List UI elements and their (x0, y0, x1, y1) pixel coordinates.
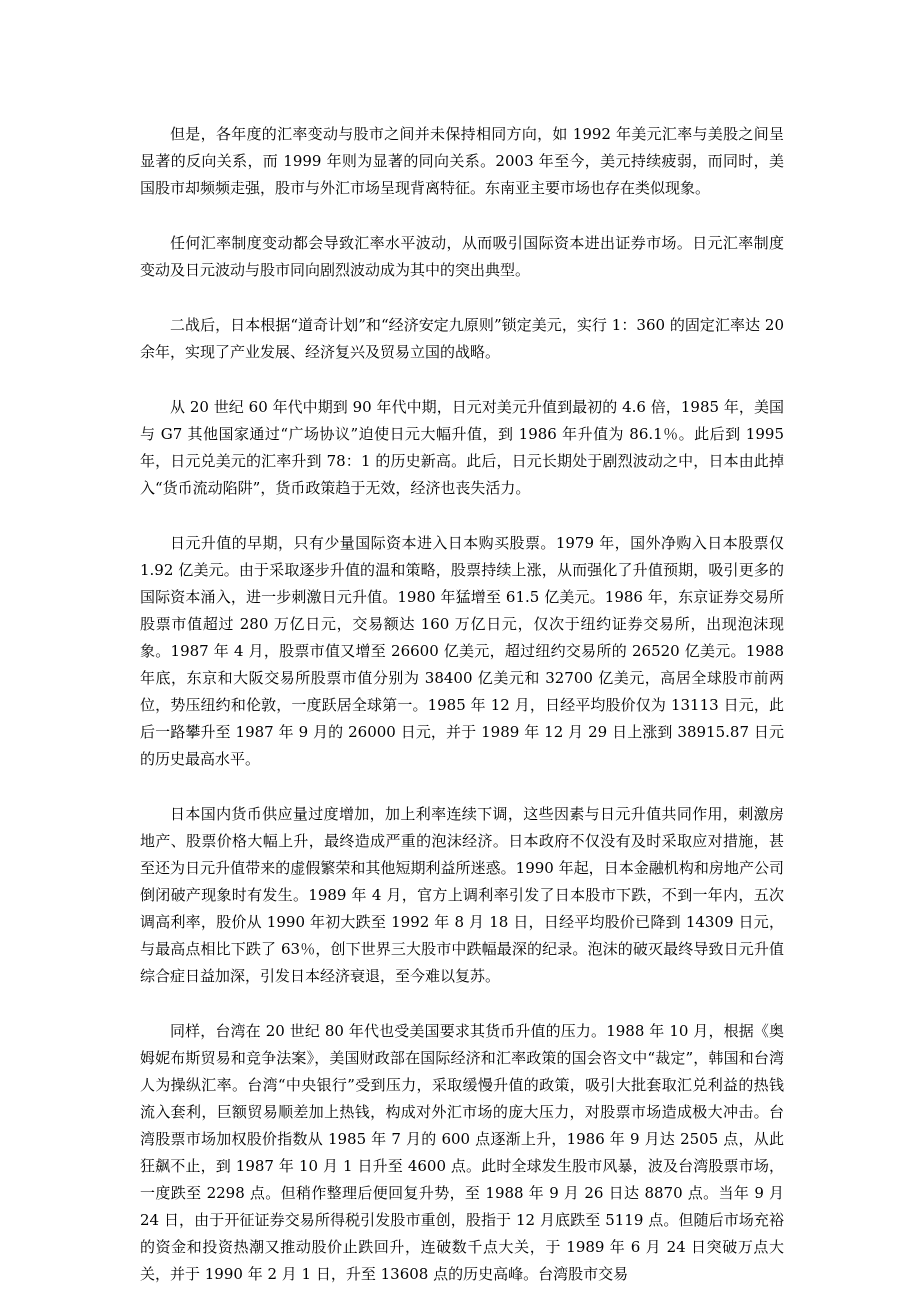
paragraph-exchange-rate-stock-divergence: 但是，各年度的汇率变动与股市之间并未保持相同方向，如 1992 年美元汇率与美股之间呈显著的反向关系，而 1999 年则为显著的同向关系。2003 年至今，美元持续疲弱，而同时，美国股市却频频走强，股市与外汇市场呈现背离特征。东南亚主要市场也存在类似现象。 (140, 125, 784, 197)
document-body (140, 121, 784, 1316)
paragraph-regime-change-volatility: 任何汇率制度变动都会导致汇率水平波动，从而吸引国际资本进出证券市场。日元汇率制度变动及日元波动与股市同向剧烈波动成为其中的突出典型。 (140, 234, 784, 279)
paragraph-bubble-economy: 日本国内货币供应量过度增加，加上利率连续下调，这些因素与日元升值共同作用，刺激房地产、股票价格大幅上升，最终造成严重的泡沫经济。日本政府不仅没有及时采取应对措施，甚至还为日元升值带来的虚假繁荣和其他短期利益所迷惑。1990 年起，日本金融机构和房地产公司倒闭破产现象时有发生。1989 年 4 月，官方上调利率引发了日本股市下跌，不到一年内，五次调高利率，股价从 1990 年初大跌至 1992 年 8 月 18 日，日经平均股价已降到 14309 日元，与最高点相比下跌了 63％，创下世界三大股市中跌幅最深的纪录。泡沫的破灭最终导致日元升值综合症日益加深，引发日本经济衰退，至今难以复苏。 (140, 805, 784, 985)
paragraph-early-capital-inflow: 日元升值的早期，只有少量国际资本进入日本购买股票。1979 年，国外净购入日本股票仅 1.92 亿美元。由于采取逐步升值的温和策略，股票持续上涨，从而强化了升值预期，吸引更多的国际资本涌入，进一步刺激日元升值。1980 年猛增至 61.5 亿美元。1986 年，东京证券交易所股票市值超过 280 万亿日元，交易额达 160 万亿日元，仅次于纽约证券交易所，出现泡沫现象。1987 年 4 月，股票市值又增至 26600 亿美元，超过纽约交易所的 26520 亿美元。1988 年底，东京和大阪交易所股票市值分别为 38400 亿美元和 32700 亿美元，高居全球股市前两位，势压纽约和伦敦，一度跃居全球第一。1985 年 12 月，日经平均股价仅为 13113 日元，此后一路攀升至 1987 年 9 月的 26000 日元，并于 1989 年 12 月 29 日上涨到 38915.87 日元的历史最高水平。 (140, 534, 784, 768)
paragraph-yen-appreciation: 从 20 世纪 60 年代中期到 90 年代中期，日元对美元升值到最初的 4.6 倍，1985 年，美国与 G7 其他国家通过“广场协议”迫使日元大幅升值，到 1986 年升值为 86.1％。此后到 1995 年，日元兑美元的汇率升到 78：1 的历史新高。此后，日元长期处于剧烈波动之中，日本由此掉入“货币流动陷阱”，货币政策趋于无效，经济也丧失活力。 (140, 398, 784, 497)
paragraph-postwar-fixed-rate: 二战后，日本根据“道奇计划”和“经济安定九原则”锁定美元，实行 1：360 的固定汇率达 20 余年，实现了产业发展、经济复兴及贸易立国的战略。 (140, 316, 784, 361)
paragraph-taiwan-pressure: 同样，台湾在 20 世纪 80 年代也受美国要求其货币升值的压力。1988 年 10 月，根据《奥姆妮布斯贸易和竞争法案》，美国财政部在国际经济和汇率政策的国会咨文中“裁定”，韩国和台湾人为操纵汇率。台湾“中央银行”受到压力，采取缓慢升值的政策，吸引大批套取汇兑利益的热钱流入套利，巨额贸易顺差加上热钱，构成对外汇市场的庞大压力，对股票市场造成极大冲击。台湾股票市场加权股价指数从 1985 年 7 月的 600 点逐渐上升，1986 年 9 月达 2505 点，从此狂飙不止，到 1987 年 10 月 1 日升至 4600 点。此时全球发生股市风暴，波及台湾股票市场，一度跌至 2298 点。但稍作整理后便回复升势，至 1988 年 9 月 26 日达 8870 点。当年 9 月 24 日，由于开征证券交易所得税引发股市重创，股指于 12 月底跌至 5119 点。但随后市场充裕的资金和投资热潮又推动股价止跌回升，连破数千点大关，于 1989 年 6 月 24 日突破万点大关，并于 1990 年 2 月 1 日，升至 13608 点的历史高峰。台湾股市交易 (140, 1022, 784, 1283)
